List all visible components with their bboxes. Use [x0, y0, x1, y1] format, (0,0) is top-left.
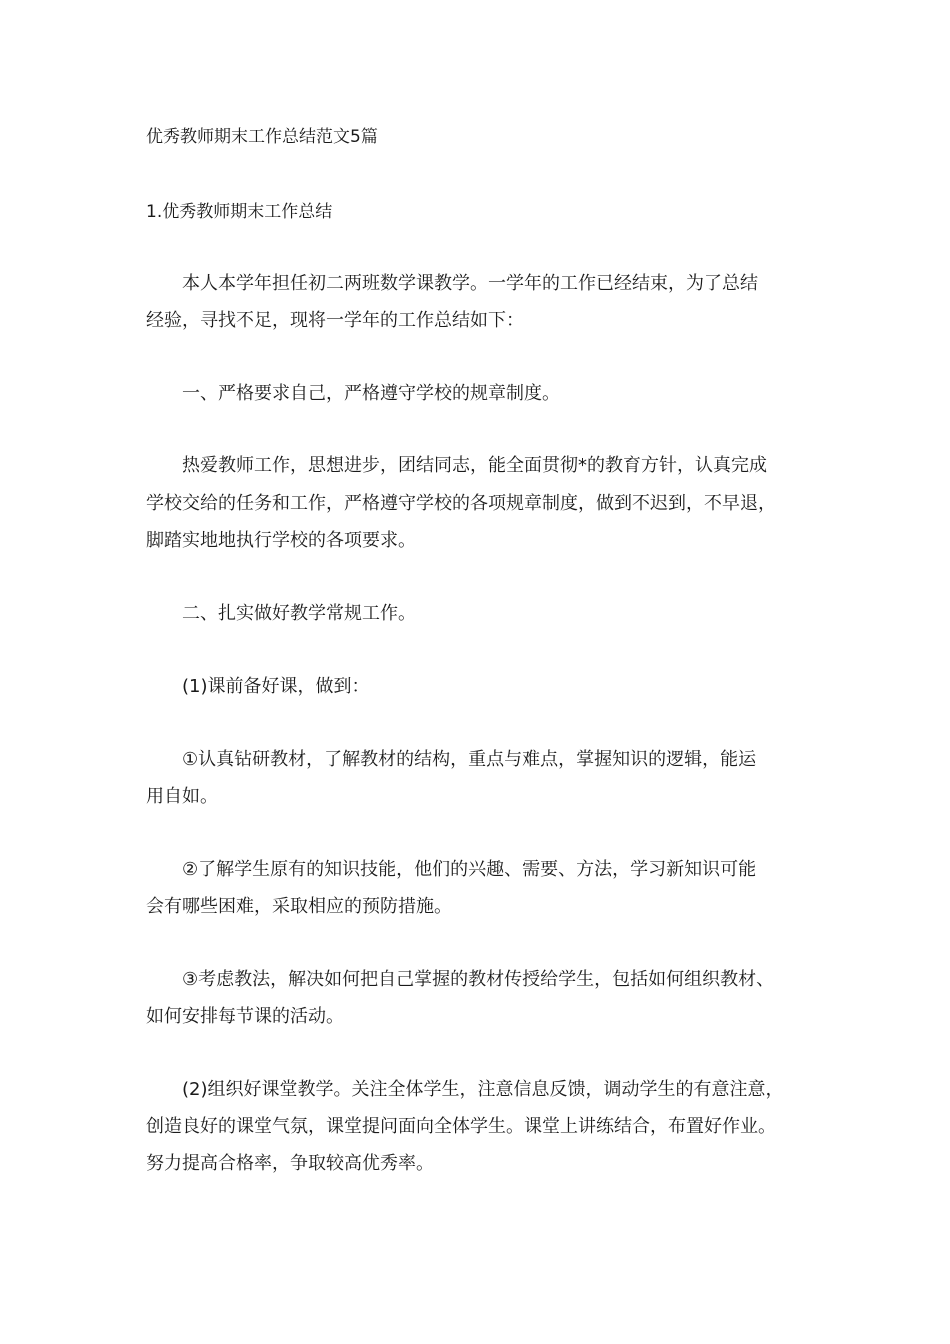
paragraph-line: 创造良好的课堂气氛，课堂提问面向全体学生。课堂上讲练结合，布置好作业。 — [146, 1116, 776, 1137]
paragraph-line: ②了解学生原有的知识技能，他们的兴趣、需要、方法，学习新知识可能 — [182, 859, 757, 880]
paragraph-line: 本人本学年担任初二两班数学课教学。一学年的工作已经结束，为了总结 — [182, 273, 758, 294]
paragraph-line: 学校交给的任务和工作，严格遵守学校的各项规章制度，做到不迟到，不早退， — [146, 493, 776, 514]
paragraph-line: (1)课前备好课，做到： — [182, 676, 370, 697]
paragraph-line: 二、扎实做好教学常规工作。 — [182, 603, 416, 624]
paragraph-line: 一、严格要求自己，严格遵守学校的规章制度。 — [182, 383, 560, 404]
paragraph-line: 用自如。 — [146, 786, 218, 807]
paragraph-line: (2)组织好课堂教学。关注全体学生，注意信息反馈，调动学生的有意注意， — [182, 1079, 784, 1100]
paragraph-line: ①认真钻研教材，了解教材的结构，重点与难点，掌握知识的逻辑，能运 — [182, 749, 757, 770]
paragraph-line: 脚踏实地地执行学校的各项要求。 — [146, 530, 416, 551]
section-heading: 1.优秀教师期末工作总结 — [146, 202, 333, 222]
paragraph-line: 努力提高合格率，争取较高优秀率。 — [146, 1153, 434, 1174]
paragraph-line: 如何安排每节课的活动。 — [146, 1006, 344, 1027]
paragraph-line: 热爱教师工作，思想进步，团结同志，能全面贯彻*的教育方针，认真完成 — [182, 455, 767, 476]
paragraph-line: 会有哪些困难，采取相应的预防措施。 — [146, 896, 452, 917]
document-title: 优秀教师期末工作总结范文5篇 — [146, 127, 378, 147]
paragraph-line: 经验，寻找不足，现将一学年的工作总结如下： — [146, 310, 524, 331]
paragraph-line: ③考虑教法，解决如何把自己掌握的教材传授给学生，包括如何组织教材、 — [182, 969, 775, 990]
